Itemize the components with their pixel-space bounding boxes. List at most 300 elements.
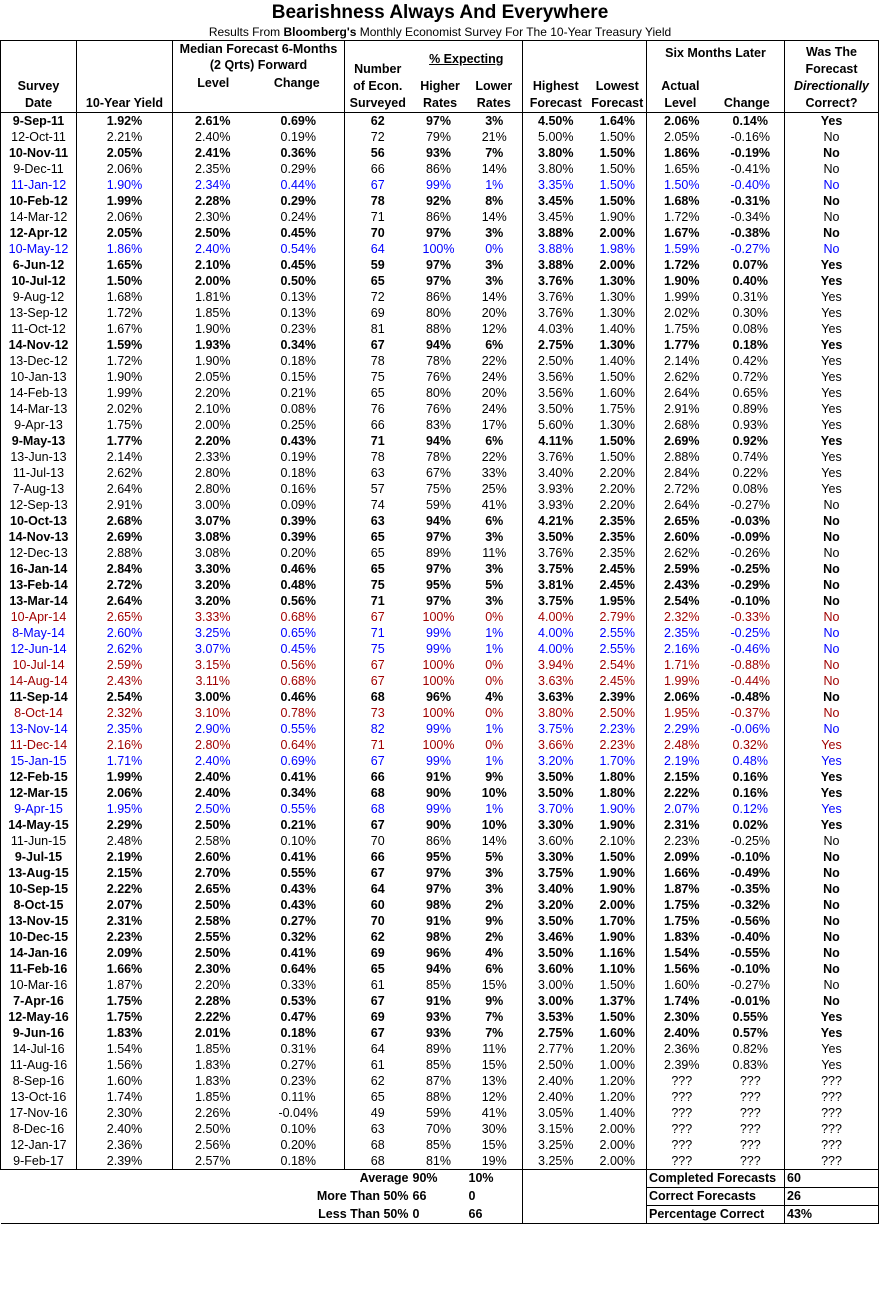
cell-pct-lower: 0%	[485, 738, 504, 752]
table-row	[1, 849, 879, 865]
cell-lowest-forecast: 1.40%	[599, 322, 635, 336]
cell-highest-forecast: 3.00%	[523, 993, 589, 1009]
cell-actual-change: 0.16%	[732, 770, 768, 784]
table-row	[1, 337, 879, 353]
cell-actual-level: 2.31%	[647, 817, 717, 833]
cell-highest-forecast: 4.00%	[523, 609, 589, 625]
cell-ten-year-yield: 2.06%	[77, 209, 173, 225]
cell-highest-forecast: 3.60%	[523, 833, 589, 849]
cell-direction-correct: No	[785, 881, 879, 897]
table-row	[1, 1137, 879, 1153]
cell-actual-change: 0.07%	[732, 258, 768, 272]
cell-pct-higher: 90%	[425, 786, 452, 800]
cell-median-level: 3.11%	[173, 673, 253, 689]
cell-pct-higher: 99%	[425, 754, 452, 768]
cell-survey-date: 15-Jan-15	[1, 753, 77, 769]
cell-survey-date: 10-May-12	[1, 241, 77, 257]
cell-num-surveyed: 72	[345, 129, 411, 145]
cell-median-level: 2.61%	[173, 113, 253, 130]
cell-median-change: 0.09%	[280, 498, 316, 512]
cell-num-surveyed: 63	[345, 465, 411, 481]
cell-direction-correct: No	[785, 673, 879, 689]
cell-survey-date: 13-Sep-12	[1, 305, 77, 321]
cell-median-change: 0.41%	[280, 770, 316, 784]
cell-ten-year-yield: 1.54%	[77, 1041, 173, 1057]
cell-actual-level: 2.40%	[647, 1025, 717, 1041]
cell-median-change: 0.08%	[280, 402, 316, 416]
cell-lowest-forecast: 1.60%	[599, 386, 635, 400]
cell-actual-level: 1.66%	[647, 865, 717, 881]
cell-median-level: 2.50%	[173, 945, 253, 961]
cell-pct-higher: 83%	[425, 418, 452, 432]
cell-lowest-forecast: 2.35%	[599, 530, 635, 544]
cell-ten-year-yield: 2.65%	[77, 609, 173, 625]
cell-pct-higher: 99%	[425, 642, 452, 656]
cell-median-change: 0.50%	[280, 274, 316, 288]
cell-median-level: 2.05%	[173, 369, 253, 385]
cell-actual-level: 2.68%	[647, 417, 717, 433]
cell-pct-lower: 24%	[481, 370, 507, 384]
table-row	[1, 961, 879, 977]
cell-pct-lower: 3%	[485, 114, 504, 128]
cell-lowest-forecast: 2.35%	[599, 546, 635, 560]
summary-less-lower: 66	[467, 1206, 523, 1224]
cell-actual-level: 2.84%	[647, 465, 717, 481]
cell-lowest-forecast: 1.50%	[599, 162, 635, 176]
cell-median-change: 0.69%	[280, 114, 316, 128]
table-row	[1, 593, 879, 609]
cell-pct-higher: 70%	[425, 1122, 452, 1136]
cell-num-surveyed: 64	[345, 241, 411, 257]
cell-median-level: 3.25%	[173, 625, 253, 641]
cell-actual-level: 1.56%	[647, 961, 717, 977]
cell-lowest-forecast: 1.70%	[599, 914, 635, 928]
table-row	[1, 801, 879, 817]
cell-pct-higher: 89%	[425, 546, 452, 560]
cell-actual-level: 2.19%	[647, 753, 717, 769]
cell-highest-forecast: 4.50%	[523, 113, 589, 130]
cell-num-surveyed: 78	[345, 193, 411, 209]
cell-actual-change: 0.82%	[732, 1042, 768, 1056]
cell-median-change: 0.48%	[280, 578, 316, 592]
cell-direction-correct: Yes	[785, 273, 879, 289]
cell-actual-change: 0.74%	[732, 450, 768, 464]
cell-median-change: 0.33%	[280, 978, 316, 992]
cell-pct-lower: 33%	[481, 466, 507, 480]
cell-direction-correct: Yes	[785, 1025, 879, 1041]
cell-median-change: 0.34%	[280, 338, 316, 352]
cell-actual-level: 2.48%	[647, 737, 717, 753]
cell-median-change: 0.27%	[280, 914, 316, 928]
cell-pct-lower: 22%	[481, 450, 507, 464]
subtitle-suffix: Monthly Economist Survey For The 10-Year Treasury Yield	[356, 25, 672, 39]
cell-actual-level: 2.62%	[647, 545, 717, 561]
cell-pct-higher: 94%	[425, 962, 452, 976]
table-header	[1, 41, 879, 113]
cell-pct-lower: 20%	[481, 306, 507, 320]
cell-survey-date: 17-Nov-16	[1, 1105, 77, 1121]
cell-pct-lower: 9%	[485, 994, 504, 1008]
cell-median-level: 3.20%	[173, 593, 253, 609]
cell-lowest-forecast: 1.30%	[599, 274, 635, 288]
cell-num-surveyed: 66	[345, 849, 411, 865]
cell-ten-year-yield: 2.15%	[77, 865, 173, 881]
cell-ten-year-yield: 2.91%	[77, 497, 173, 513]
cell-num-surveyed: 62	[345, 929, 411, 945]
cell-median-level: 3.07%	[173, 641, 253, 657]
cell-num-surveyed: 68	[345, 785, 411, 801]
cell-actual-level: 1.75%	[647, 913, 717, 929]
cell-pct-lower: 6%	[485, 434, 504, 448]
cell-num-surveyed: 71	[345, 625, 411, 641]
cell-median-level: 2.00%	[173, 273, 253, 289]
cell-num-surveyed: 75	[345, 641, 411, 657]
cell-pct-lower: 6%	[485, 962, 504, 976]
header-pct-expecting: % Expecting Higher Rates Lower Rates	[411, 41, 523, 113]
cell-direction-correct: No	[785, 833, 879, 849]
cell-median-level: 2.33%	[173, 449, 253, 465]
cell-actual-change: 0.02%	[732, 818, 768, 832]
summary-pct-label: Percentage Correct	[647, 1206, 785, 1224]
cell-highest-forecast: 2.40%	[523, 1073, 589, 1089]
cell-direction-correct: Yes	[785, 401, 879, 417]
header-median-forecast: Median Forecast 6-Months (2 Qrts) Forward Level Change	[173, 41, 345, 113]
cell-num-surveyed: 71	[345, 433, 411, 449]
cell-median-level: 2.34%	[173, 177, 253, 193]
cell-pct-higher: 93%	[425, 146, 452, 160]
cell-highest-forecast: 3.60%	[523, 961, 589, 977]
cell-median-level: 3.07%	[173, 513, 253, 529]
cell-highest-forecast: 3.76%	[523, 273, 589, 289]
cell-num-surveyed: 65	[345, 529, 411, 545]
summary-pct-value: 43%	[785, 1206, 879, 1224]
cell-actual-level: 2.60%	[647, 529, 717, 545]
cell-highest-forecast: 3.45%	[523, 193, 589, 209]
cell-median-level: 2.50%	[173, 225, 253, 241]
cell-median-level: 1.90%	[173, 321, 253, 337]
cell-pct-higher: 85%	[425, 1138, 452, 1152]
cell-pct-higher: 94%	[425, 338, 452, 352]
cell-median-change: 0.19%	[280, 130, 316, 144]
cell-actual-change: 0.57%	[732, 1026, 768, 1040]
cell-actual-level: 1.99%	[647, 289, 717, 305]
cell-median-change: 0.39%	[280, 514, 316, 528]
cell-survey-date: 14-Mar-13	[1, 401, 77, 417]
cell-ten-year-yield: 1.75%	[77, 993, 173, 1009]
cell-lowest-forecast: 1.95%	[599, 594, 635, 608]
cell-ten-year-yield: 2.06%	[77, 785, 173, 801]
cell-pct-lower: 0%	[485, 242, 504, 256]
cell-direction-correct: Yes	[785, 305, 879, 321]
cell-direction-correct: No	[785, 961, 879, 977]
cell-median-change: 0.41%	[280, 946, 316, 960]
cell-pct-lower: 2%	[485, 898, 504, 912]
cell-survey-date: 11-Jun-15	[1, 833, 77, 849]
cell-pct-lower: 0%	[485, 674, 504, 688]
cell-num-surveyed: 65	[345, 961, 411, 977]
cell-survey-date: 14-May-15	[1, 817, 77, 833]
cell-direction-correct: No	[785, 241, 879, 257]
cell-direction-correct: No	[785, 593, 879, 609]
cell-highest-forecast: 3.93%	[523, 481, 589, 497]
cell-num-surveyed: 68	[345, 1137, 411, 1153]
subtitle-source: Bloomberg's	[283, 25, 357, 39]
cell-actual-level: 2.69%	[647, 433, 717, 449]
cell-median-level: 2.30%	[173, 961, 253, 977]
cell-ten-year-yield: 2.54%	[77, 689, 173, 705]
cell-pct-higher: 100%	[422, 674, 455, 688]
cell-pct-lower: 15%	[481, 1058, 507, 1072]
cell-num-surveyed: 76	[345, 401, 411, 417]
cell-survey-date: 9-Feb-17	[1, 1153, 77, 1170]
cell-lowest-forecast: 2.55%	[599, 626, 635, 640]
cell-pct-lower: 3%	[485, 594, 504, 608]
cell-median-level: 1.85%	[173, 305, 253, 321]
table-row	[1, 113, 879, 130]
table-row	[1, 625, 879, 641]
cell-highest-forecast: 3.75%	[523, 721, 589, 737]
summary-average-lower: 10%	[468, 1171, 494, 1186]
cell-lowest-forecast: 2.00%	[599, 1138, 635, 1152]
cell-lowest-forecast: 1.30%	[599, 418, 635, 432]
cell-ten-year-yield: 2.32%	[77, 705, 173, 721]
cell-direction-correct: No	[785, 225, 879, 241]
cell-num-surveyed: 69	[345, 305, 411, 321]
cell-actual-change: 0.18%	[732, 338, 768, 352]
cell-highest-forecast: 3.76%	[523, 289, 589, 305]
cell-survey-date: 14-Jul-16	[1, 1041, 77, 1057]
cell-lowest-forecast: 1.50%	[599, 850, 635, 864]
table-row	[1, 305, 879, 321]
cell-direction-correct: No	[785, 497, 879, 513]
cell-lowest-forecast: 1.50%	[599, 370, 635, 384]
cell-lowest-forecast: 1.90%	[599, 818, 635, 832]
cell-highest-forecast: 3.46%	[523, 929, 589, 945]
cell-actual-change: 0.08%	[732, 482, 768, 496]
cell-pct-higher: 88%	[425, 322, 452, 336]
cell-num-surveyed: 70	[345, 913, 411, 929]
cell-direction-correct: No	[785, 993, 879, 1009]
cell-actual-change: -0.06%	[730, 722, 771, 736]
cell-pct-higher: 97%	[425, 882, 452, 896]
cell-pct-lower: 14%	[481, 162, 507, 176]
cell-ten-year-yield: 2.64%	[77, 481, 173, 497]
cell-lowest-forecast: 1.64%	[599, 114, 635, 128]
subtitle-prefix: Results From	[208, 25, 284, 39]
cell-pct-higher: 95%	[425, 850, 452, 864]
cell-direction-correct: ???	[785, 1073, 879, 1089]
cell-num-surveyed: 67	[345, 1025, 411, 1041]
cell-direction-correct: Yes	[785, 113, 879, 130]
cell-actual-change: -0.27%	[730, 498, 771, 512]
cell-median-level: 2.90%	[173, 721, 253, 737]
table-row	[1, 993, 879, 1009]
cell-survey-date: 16-Jan-14	[1, 561, 77, 577]
cell-lowest-forecast: 2.45%	[599, 578, 635, 592]
cell-actual-change: -0.25%	[730, 834, 771, 848]
cell-actual-level: 1.65%	[647, 161, 717, 177]
cell-num-surveyed: 74	[345, 497, 411, 513]
cell-median-change: 0.32%	[280, 930, 316, 944]
cell-median-level: 2.20%	[173, 385, 253, 401]
cell-median-level: 2.65%	[173, 881, 253, 897]
cell-direction-correct: No	[785, 193, 879, 209]
cell-survey-date: 9-Jul-15	[1, 849, 77, 865]
cell-lowest-forecast: 1.90%	[599, 210, 635, 224]
cell-actual-change: -0.48%	[730, 690, 771, 704]
cell-survey-date: 10-Jul-12	[1, 273, 77, 289]
cell-actual-change: -0.88%	[730, 658, 771, 672]
cell-survey-date: 7-Aug-13	[1, 481, 77, 497]
cell-actual-change: -0.40%	[730, 178, 771, 192]
cell-actual-change: -0.10%	[730, 850, 771, 864]
cell-lowest-forecast: 1.50%	[599, 450, 635, 464]
cell-lowest-forecast: 2.39%	[599, 690, 635, 704]
cell-direction-correct: No	[785, 945, 879, 961]
cell-survey-date: 14-Aug-14	[1, 673, 77, 689]
cell-survey-date: 10-Jan-13	[1, 369, 77, 385]
table-row	[1, 1089, 879, 1105]
cell-highest-forecast: 2.50%	[523, 1057, 589, 1073]
cell-median-level: 3.33%	[173, 609, 253, 625]
cell-pct-lower: 13%	[481, 1074, 507, 1088]
cell-highest-forecast: 3.35%	[523, 177, 589, 193]
cell-ten-year-yield: 1.72%	[77, 305, 173, 321]
table-row	[1, 945, 879, 961]
cell-pct-lower: 3%	[485, 226, 504, 240]
cell-ten-year-yield: 1.71%	[77, 753, 173, 769]
cell-median-change: 0.18%	[253, 1153, 345, 1170]
cell-ten-year-yield: 1.86%	[77, 241, 173, 257]
cell-median-level: 3.08%	[173, 529, 253, 545]
cell-direction-correct: Yes	[785, 481, 879, 497]
cell-lowest-forecast: 1.60%	[599, 1026, 635, 1040]
cell-pct-lower: 19%	[467, 1153, 523, 1170]
cell-median-level: 2.80%	[173, 465, 253, 481]
cell-median-change: 0.18%	[280, 1026, 316, 1040]
cell-actual-change: -0.29%	[730, 578, 771, 592]
cell-lowest-forecast: 1.30%	[599, 306, 635, 320]
cell-ten-year-yield: 2.72%	[77, 577, 173, 593]
cell-median-change: 0.54%	[280, 242, 316, 256]
table-row	[1, 833, 879, 849]
cell-ten-year-yield: 1.66%	[77, 961, 173, 977]
cell-median-level: 1.85%	[173, 1041, 253, 1057]
cell-pct-lower: 12%	[481, 1090, 507, 1104]
cell-direction-correct: No	[785, 721, 879, 737]
cell-survey-date: 11-Oct-12	[1, 321, 77, 337]
cell-survey-date: 14-Nov-13	[1, 529, 77, 545]
cell-median-level: 2.10%	[173, 401, 253, 417]
cell-lowest-forecast: 1.30%	[599, 290, 635, 304]
cell-median-level: 2.41%	[173, 145, 253, 161]
cell-median-change: 0.24%	[280, 210, 316, 224]
cell-survey-date: 12-Oct-11	[1, 129, 77, 145]
table-row	[1, 769, 879, 785]
cell-lowest-forecast: 1.90%	[599, 866, 635, 880]
cell-pct-higher: 93%	[425, 1026, 452, 1040]
cell-num-surveyed: 60	[345, 897, 411, 913]
cell-pct-higher: 67%	[425, 466, 452, 480]
cell-median-change: 0.19%	[280, 450, 316, 464]
cell-actual-change: -0.27%	[730, 242, 771, 256]
cell-median-level: 2.58%	[173, 913, 253, 929]
cell-lowest-forecast: 2.23%	[599, 738, 635, 752]
cell-num-surveyed: 67	[345, 993, 411, 1009]
cell-actual-level: 1.71%	[647, 657, 717, 673]
cell-num-surveyed: 78	[345, 353, 411, 369]
cell-actual-level: 2.35%	[647, 625, 717, 641]
cell-actual-level: 1.50%	[647, 177, 717, 193]
cell-median-level: 1.85%	[173, 1089, 253, 1105]
cell-lowest-forecast: 2.45%	[599, 562, 635, 576]
cell-highest-forecast: 5.00%	[523, 129, 589, 145]
cell-pct-lower: 41%	[481, 498, 507, 512]
cell-pct-higher: 98%	[425, 930, 452, 944]
cell-actual-change: -0.41%	[730, 162, 771, 176]
cell-actual-change: -0.27%	[730, 978, 771, 992]
summary-more-label: More Than 50%	[316, 1189, 409, 1203]
cell-num-surveyed: 70	[345, 225, 411, 241]
cell-num-surveyed: 61	[345, 977, 411, 993]
cell-median-change: 0.43%	[280, 898, 316, 912]
cell-pct-higher: 98%	[425, 898, 452, 912]
cell-actual-change: 0.31%	[732, 290, 768, 304]
cell-actual-change: -0.40%	[730, 930, 771, 944]
cell-lowest-forecast: 1.16%	[599, 946, 635, 960]
cell-pct-lower: 7%	[485, 146, 504, 160]
cell-highest-forecast: 3.50%	[523, 769, 589, 785]
cell-direction-correct: Yes	[785, 817, 879, 833]
cell-actual-change: 0.30%	[732, 306, 768, 320]
cell-num-surveyed: 65	[345, 273, 411, 289]
cell-median-change: 0.56%	[280, 594, 316, 608]
cell-pct-lower: 7%	[485, 1026, 504, 1040]
cell-lowest-forecast: 1.00%	[599, 1058, 635, 1072]
table-row	[1, 1073, 879, 1089]
cell-survey-date: 9-May-13	[1, 433, 77, 449]
cell-highest-forecast: 4.03%	[523, 321, 589, 337]
cell-highest-forecast: 3.80%	[523, 705, 589, 721]
table-row	[1, 1121, 879, 1137]
cell-actual-change: ???	[739, 1074, 761, 1088]
page-subtitle	[0, 24, 880, 40]
cell-num-surveyed: 67	[345, 177, 411, 193]
cell-pct-lower: 22%	[481, 354, 507, 368]
cell-pct-lower: 14%	[481, 210, 507, 224]
cell-highest-forecast: 3.30%	[523, 849, 589, 865]
table-row	[1, 257, 879, 273]
table-row	[1, 753, 879, 769]
summary-more-lower: 0	[468, 1189, 476, 1203]
cell-highest-forecast: 3.88%	[523, 225, 589, 241]
cell-actual-change: -0.35%	[730, 882, 771, 896]
table-row	[1, 897, 879, 913]
cell-pct-higher: 97%	[425, 114, 452, 128]
header-survey-date: Survey Date	[1, 41, 77, 113]
cell-actual-level: 1.68%	[647, 193, 717, 209]
cell-pct-lower: 1%	[485, 642, 504, 656]
table-row	[1, 609, 879, 625]
cell-ten-year-yield: 2.48%	[77, 833, 173, 849]
summary-more-higher: 66	[412, 1189, 427, 1203]
cell-pct-lower: 12%	[481, 322, 507, 336]
cell-num-surveyed: 68	[345, 1153, 411, 1170]
cell-num-surveyed: 57	[345, 481, 411, 497]
cell-num-surveyed: 69	[345, 945, 411, 961]
cell-highest-forecast: 3.88%	[523, 257, 589, 273]
cell-survey-date: 12-Jun-14	[1, 641, 77, 657]
